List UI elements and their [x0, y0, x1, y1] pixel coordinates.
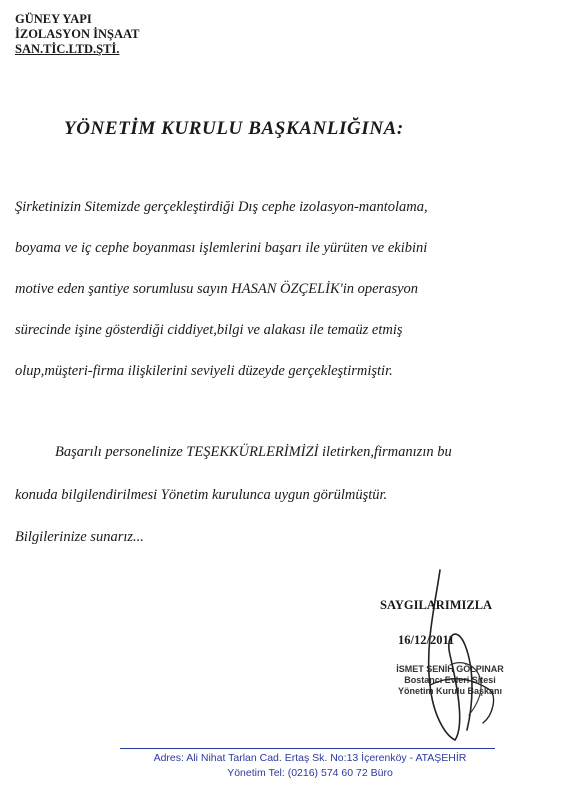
signer-title: Yönetim Kurulu Başkanı — [397, 686, 503, 696]
paragraph2-line: Başarılı personelinize TEŞEKKÜRLERİMİZİ iletirken,firmanızın bu — [55, 444, 452, 460]
paragraph1-line: boyama ve iç cephe boyanması işlemlerini başarı ile yürüten ve ekibini — [15, 240, 428, 256]
paragraph1-line: olup,müşteri-firma ilişkilerini seviyeli düzeyde gerçekleştirmiştir. — [15, 363, 393, 379]
recipient-line-2: İZOLASYON İNŞAAT — [15, 27, 140, 41]
recipient-line-3: SAN.TİC.LTD.ŞTİ. — [15, 42, 120, 56]
footer-phone: Yönetim Tel: (0216) 574 60 72 Büro — [227, 767, 393, 779]
paragraph1-line: Şirketinizin Sitemizde gerçekleştirdiği Dış cephe izolasyon-mantolama, — [15, 199, 428, 215]
regards-text: SAYGILARIMIZLA — [380, 598, 493, 612]
signer-org: Bostancı Evleri Sitesi — [404, 675, 496, 685]
handwritten-signature-icon — [395, 565, 515, 745]
letter-date: 16/12/2011 — [398, 633, 455, 647]
letter-heading: YÖNETİM KURULU BAŞKANLIĞINA: — [64, 118, 404, 139]
paragraph1-line: motive eden şantiye sorumlusu sayın HASAN ÖZÇELİK'in operasyon — [15, 281, 419, 297]
paragraph2-line: konuda bilgilendirilmesi Yönetim kurulunca uygun görülmüştür. — [15, 487, 388, 503]
footer-address: Adres: Ali Nihat Tarlan Cad. Ertaş Sk. No:13 İçerenköy - ATAŞEHİR — [153, 752, 467, 764]
paragraph2-line: Bilgilerinize sunarız... — [15, 529, 144, 545]
recipient-line-1: GÜNEY YAPI — [15, 12, 92, 26]
recipient-company-block — [15, 12, 139, 57]
footer-rule — [120, 748, 495, 749]
paragraph1-line: sürecinde işine gösterdiği ciddiyet,bilgi ve alakası ile temaüz etmiş — [15, 322, 403, 338]
signer-name: İSMET SENİH GÖLPINAR — [396, 664, 504, 674]
